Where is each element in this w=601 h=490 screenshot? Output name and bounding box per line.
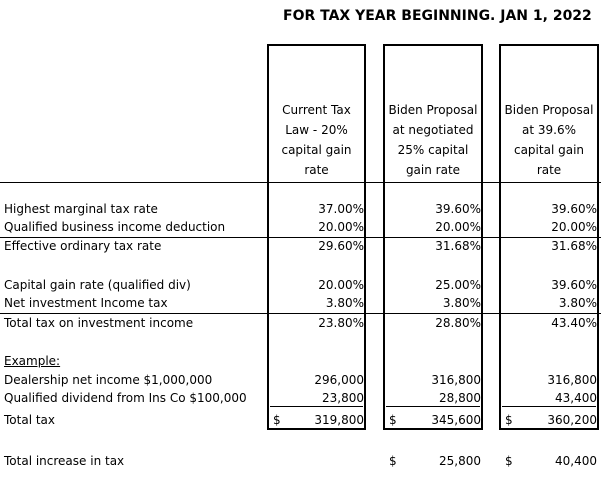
cell-value: 43.40% — [551, 316, 597, 330]
cell-value: 3.80% — [558, 296, 597, 310]
column-header-current-law — [269, 100, 364, 180]
header-line: Biden Proposal — [504, 103, 594, 117]
cell-value: 40,400 — [555, 454, 597, 468]
header-line: Biden Proposal — [388, 103, 478, 117]
row-label: Qualified business income deduction — [4, 220, 226, 234]
cell-value: 28.80% — [435, 316, 481, 330]
header-line: rate — [304, 163, 329, 177]
row-label: Dealership net income $1,000,000 — [4, 373, 213, 387]
row-label: Net investment Income tax — [4, 296, 168, 310]
header-line: at negotiated — [392, 123, 474, 137]
page-title: FOR TAX YEAR BEGINNING. JAN 1, 2022 — [283, 8, 592, 24]
header-line: at 39.6% — [522, 123, 576, 137]
row-label: Capital gain rate (qualified div) — [4, 278, 191, 292]
cell-value: 25,800 — [439, 454, 481, 468]
cell-value: 360,200 — [547, 413, 597, 427]
dollar-sign: $ — [389, 454, 397, 468]
cell-value: 316,800 — [431, 373, 481, 387]
cell-value: 43,400 — [555, 391, 597, 405]
cell-value: 31.68% — [551, 239, 597, 253]
header-line: rate — [536, 163, 562, 177]
dollar-sign: $ — [505, 454, 513, 468]
cell-value: 39.60% — [435, 202, 481, 216]
header-line: Current Tax — [282, 103, 351, 117]
cell-value: 316,800 — [547, 373, 597, 387]
header-line: gain rate — [405, 163, 461, 177]
cell-value: 20.00% — [318, 278, 364, 292]
cell-value: 25.00% — [435, 278, 481, 292]
cell-value: 39.60% — [551, 202, 597, 216]
header-line: 25% capital — [397, 143, 469, 157]
row-label: Total increase in tax — [4, 454, 125, 468]
cell-value: 319,800 — [314, 413, 364, 427]
row-label: Total tax on investment income — [4, 316, 194, 330]
cell-value: 31.68% — [435, 239, 481, 253]
cell-value: 29.60% — [318, 239, 364, 253]
cell-value: 23,800 — [322, 391, 364, 405]
column-header-biden-396 — [501, 100, 597, 180]
dollar-sign: $ — [389, 413, 397, 427]
cell-value: 3.80% — [442, 296, 481, 310]
row-label: Highest marginal tax rate — [4, 202, 158, 216]
row-label: Effective ordinary tax rate — [4, 239, 162, 253]
cell-value: 39.60% — [551, 278, 597, 292]
column-header-biden-25 — [385, 100, 481, 180]
row-label: Total tax — [4, 413, 55, 427]
header-line: capital gain — [513, 143, 585, 157]
dollar-sign: $ — [505, 413, 513, 427]
cell-value: 20.00% — [551, 220, 597, 234]
header-divider — [0, 182, 601, 183]
header-line: capital gain — [281, 143, 352, 157]
cell-value: 20.00% — [435, 220, 481, 234]
cell-value: 345,600 — [431, 413, 481, 427]
cell-value: 23.80% — [318, 316, 364, 330]
example-heading: Example: — [4, 354, 61, 368]
row-label: Qualified dividend from Ins Co $100,000 — [4, 391, 247, 405]
cell-value: 3.80% — [325, 296, 364, 310]
cell-value: 37.00% — [318, 202, 364, 216]
header-line: Law - 20% — [285, 123, 348, 137]
cell-value: 28,800 — [439, 391, 481, 405]
dollar-sign: $ — [273, 413, 281, 427]
cell-value: 20.00% — [318, 220, 364, 234]
cell-value: 296,000 — [314, 373, 364, 387]
